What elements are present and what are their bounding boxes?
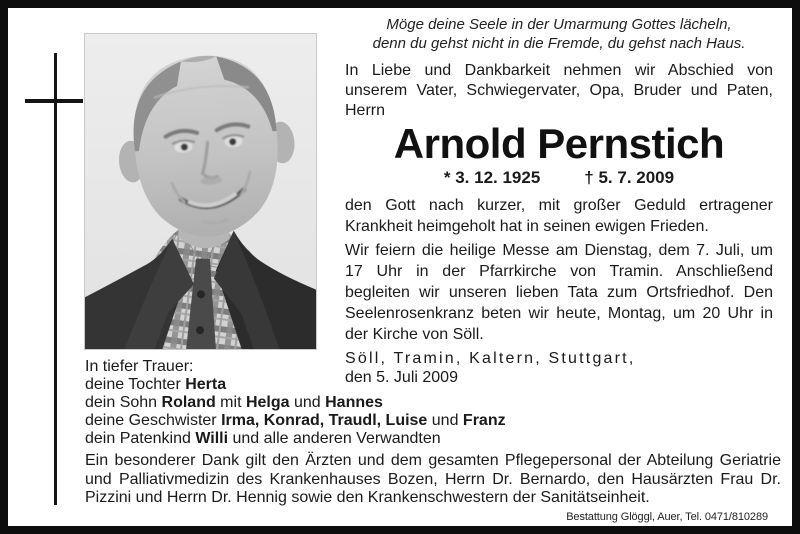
son-wife-name: Helga bbox=[245, 394, 290, 411]
son-mid2: und bbox=[289, 394, 326, 411]
son-mid1: mit bbox=[215, 394, 246, 411]
deceased-name: Arnold Pernstich bbox=[393, 120, 725, 167]
siblings-last-name: Franz bbox=[462, 412, 506, 429]
date-line: den 5. Juli 2009 bbox=[345, 369, 458, 386]
thanks-paragraph: Ein besonderer Dank gilt den Ärzten und dem gesamten Pflegepersonal der Abteilung Geriatrie und Palliativmedizin des Krankenhauses Bozen, Herrn Dr. Bernardo, den Hausärzten Frau Dr. Pizzini und Herrn Dr. Hennig sowie den Krankenschwestern der Sanitätseinheit. bbox=[85, 452, 781, 506]
siblings-names: Irma, Konrad, Traudl, Luise bbox=[221, 412, 428, 429]
siblings-prefix: deine Geschwister bbox=[85, 412, 222, 429]
mourner-line-siblings bbox=[85, 412, 785, 430]
mourners-block bbox=[85, 358, 785, 448]
funeral-home-note: Bestattung Glöggl, Auer, Tel. 0471/810289 bbox=[566, 511, 768, 523]
memorial-verse bbox=[345, 15, 773, 53]
portrait-photo-drawing bbox=[85, 34, 316, 349]
cross-horizontal-bar bbox=[25, 99, 83, 103]
announcement-intro: In Liebe und Dankbarkeit nehmen wir Abschied von unserem Vater, Schwiegervater, Opa, Bruder und Paten, Herrn bbox=[345, 62, 773, 119]
birth-date: * 3. 12. 1925 bbox=[443, 168, 541, 187]
siblings-mid: und bbox=[427, 412, 463, 429]
daughter-name: Herta bbox=[185, 376, 227, 393]
mourner-line-son bbox=[85, 394, 785, 412]
announcement-column bbox=[345, 12, 773, 387]
godchild-name: Willi bbox=[195, 430, 229, 447]
service-text: Wir feiern die heilige Messe am Dienstag, dem 7. Juli, um 17 Uhr in der Pfarrkirche von Tramin. Anschließend begleiten wir unseren lieben Tata zum Ortsfriedhof. Den Seelenrosenkranz beten wir heute, Montag, um 20 Uhr in der Kirche von Söll. bbox=[345, 242, 773, 343]
mourner-line-daughter bbox=[85, 376, 785, 394]
son-child-name: Hannes bbox=[325, 394, 383, 411]
mourners-title: In tiefer Trauer: bbox=[85, 358, 194, 375]
verse-line-2: denn du gehst nicht in die Fremde, du gehst nach Haus. bbox=[372, 35, 746, 52]
passing-text: den Gott nach kurzer, mit großer Geduld ertragener Krankheit heimgeholt hat in seinen ewigen Frieden. bbox=[345, 197, 773, 235]
daughter-prefix: deine Tochter bbox=[85, 376, 186, 393]
life-dates bbox=[345, 168, 773, 188]
mourner-line-godchild bbox=[85, 430, 785, 448]
godchild-suffix: und alle anderen Verwandten bbox=[228, 430, 441, 447]
son-name: Roland bbox=[161, 394, 216, 411]
son-prefix: dein Sohn bbox=[85, 394, 162, 411]
places-line: Söll, Tramin, Kaltern, Stuttgart, bbox=[345, 350, 636, 367]
verse-line-1: Möge deine Seele in der Umarmung Gottes lächeln, bbox=[386, 16, 732, 33]
godchild-prefix: dein Patenkind bbox=[85, 430, 196, 447]
cross-vertical-bar bbox=[54, 53, 57, 505]
portrait-photo bbox=[84, 33, 317, 350]
death-date: † 5. 7. 2009 bbox=[584, 168, 675, 187]
